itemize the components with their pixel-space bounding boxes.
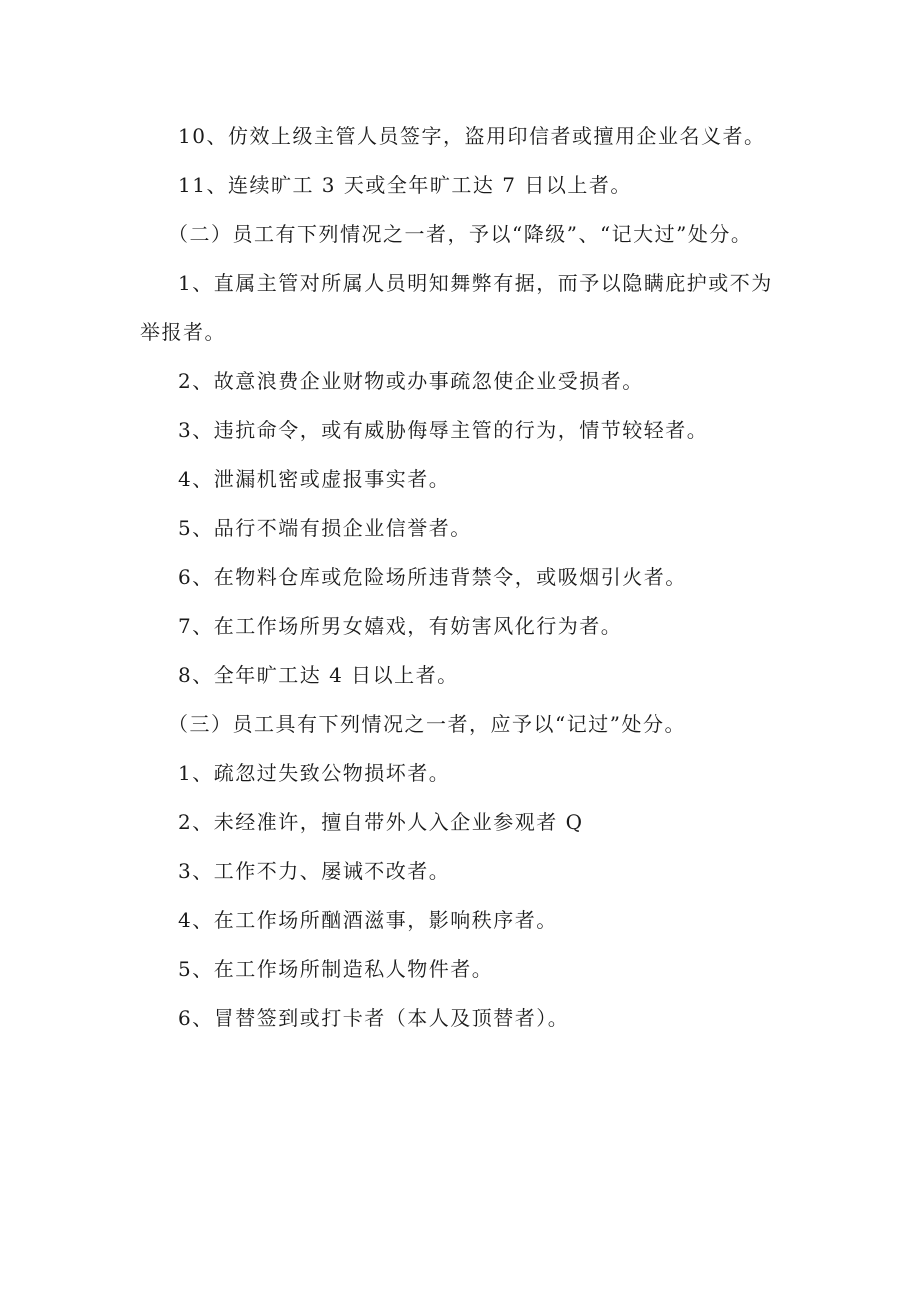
list-item: 8、全年旷工达 4 日以上者。 <box>178 663 459 687</box>
list-item: 11、连续旷工 3 天或全年旷工达 7 日以上者。 <box>178 173 632 197</box>
list-item: 10、仿效上级主管人员签字，盗用印信者或擅用企业名义者。 <box>178 124 766 148</box>
list-item: 1、疏忽过失致公物损坏者。 <box>178 761 451 785</box>
list-item: 3、违抗命令，或有威胁侮辱主管的行为，情节较轻者。 <box>178 418 709 442</box>
list-item: 7、在工作场所男女嬉戏，有妨害风化行为者。 <box>178 614 623 638</box>
list-item: 3、工作不力、屡诫不改者。 <box>178 859 451 883</box>
list-item: 1、直属主管对所属人员明知舞弊有据，而予以隐瞒庇护或不为举报者。 <box>140 271 773 344</box>
list-item: 4、泄漏机密或虚报事实者。 <box>178 467 451 491</box>
section-heading: （三）员工具有下列情况之一者，应予以“记过”处分。 <box>168 712 686 736</box>
list-item: 5、品行不端有损企业信誉者。 <box>178 516 472 540</box>
list-item: 2、未经准许，擅自带外人入企业参观者 Q <box>178 810 584 834</box>
list-item: 5、在工作场所制造私人物件者。 <box>178 957 494 981</box>
list-item: 6、冒替签到或打卡者（本人及顶替者）。 <box>178 1006 570 1030</box>
list-item: 2、故意浪费企业财物或办事疏忽使企业受损者。 <box>178 369 644 393</box>
list-item: 6、在物料仓库或危险场所违背禁令，或吸烟引火者。 <box>178 565 687 589</box>
section-heading: （二）员工有下列情况之一者，予以“降级”、“记大过”处分。 <box>168 222 753 246</box>
document-body <box>140 112 780 1043</box>
list-item: 4、在工作场所酗酒滋事，影响秩序者。 <box>178 908 558 932</box>
